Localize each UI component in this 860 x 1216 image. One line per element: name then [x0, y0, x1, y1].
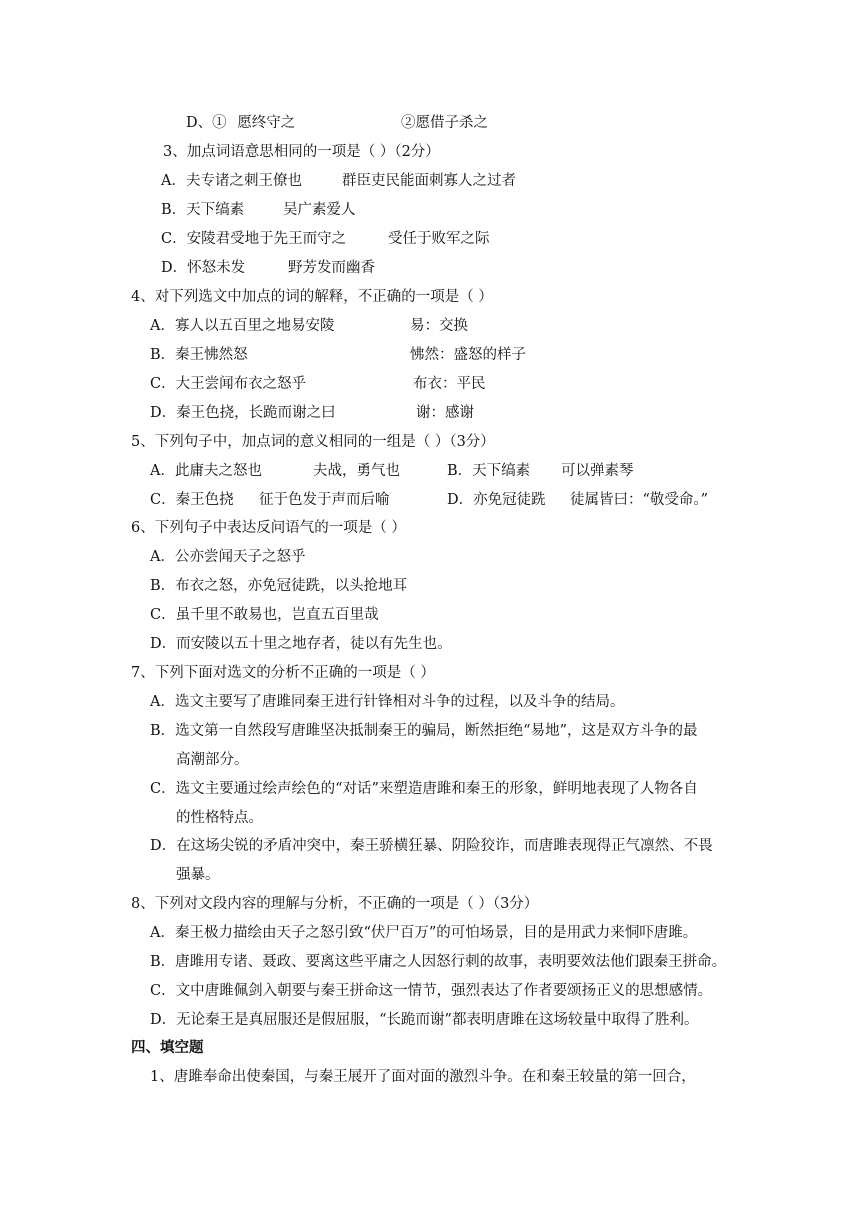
q8-option-a: A．秦王极力描绘由天子之怒引致“伏尸百万”的可怕场景，目的是用武力来恫吓唐雎。	[150, 925, 698, 941]
q4-option-b-right: 怫然：盛怒的样子	[410, 347, 526, 363]
q5-stem: 5、下列句子中，加点词的意义相同的一组是（ ）（3分）	[131, 434, 495, 450]
q5-option-a-left: A．此庸夫之怒也	[150, 463, 262, 479]
q5-option-a-right: 夫战，勇气也	[313, 463, 400, 479]
q4-option-d-right: 谢：感谢	[416, 405, 474, 421]
q3-option-d-right: 野芳发而幽香	[288, 260, 375, 276]
section-4-q1: 1、唐雎奉命出使秦国，与秦王展开了面对面的激烈斗争。在和秦王较量的第一回合，	[150, 1069, 696, 1085]
q4-option-b-left: B．秦王怫然怒	[150, 347, 248, 363]
q5-option-d-left: D．亦免冠徒跣	[447, 492, 546, 508]
q8-option-d: D．无论秦王是真屈服还是假屈服，“长跪而谢”都表明唐雎在这场较量中取得了胜利。	[150, 1012, 699, 1028]
q7-option-d-line2: 强暴。	[176, 867, 220, 883]
q4-option-c-left: C．大王尝闻布衣之怒乎	[150, 376, 307, 392]
q7-option-d-line1: D．在这场尖锐的矛盾冲突中，秦王骄横狂暴、阴险狡诈，而唐雎表现得正气凛然、不畏	[150, 838, 713, 854]
q6-stem: 6、下列句子中表达反问语气的一项是（ ）	[131, 520, 406, 536]
q2-option-d	[186, 113, 295, 133]
q3-option-b-right: 吴广素爱人	[283, 202, 356, 218]
q7-option-a: A．选文主要写了唐雎同秦王进行针锋相对斗争的过程，以及斗争的结局。	[150, 694, 625, 710]
q8-stem: 8、下列对文段内容的理解与分析，不正确的一项是（ ）（3分）	[131, 896, 539, 912]
q5-option-c-right: 征于色发于声而后喻	[259, 492, 390, 508]
q2-option-d-text-b: ②愿借子杀之	[401, 115, 488, 131]
q5-option-d-right: 徒属皆曰：“敬受命。”	[570, 492, 709, 508]
q5-option-b-left: B．天下缟素	[447, 463, 531, 479]
q4-option-c-right: 布衣：平民	[413, 376, 486, 392]
q2-option-d-text-a: 愿终守之	[237, 115, 296, 131]
q8-option-c: C．文中唐雎佩剑入朝要与秦王拼命这一情节，强烈表达了作者要颂扬正义的思想感情。	[150, 983, 713, 999]
q4-option-a-right: 易：交换	[410, 318, 468, 334]
q5-option-b-right: 可以弹素琴	[561, 463, 634, 479]
q6-option-d: D．而安陵以五十里之地存者，徒以有先生也。	[150, 636, 452, 652]
section-4-heading: 四、填空题	[131, 1040, 204, 1056]
q8-option-b: B．唐雎用专诸、聂政、要离这些平庸之人因怒行刺的故事，表明要效法他们跟秦王拼命。	[150, 954, 727, 970]
q7-option-b-line1: B．选文第一自然段写唐雎坚决抵制秦王的骗局，断然拒绝“易地”，这是双方斗争的最	[150, 723, 698, 739]
q3-stem: 3、加点词语意思相同的一项是（ ）（2分）	[163, 144, 440, 160]
q3-option-c-right: 受任于败军之际	[388, 231, 490, 247]
q5-option-c-left: C．秦王色挠	[150, 492, 234, 508]
q2-option-d-label: D、①	[186, 115, 227, 131]
q4-option-d-left: D．秦王色挠，长跪而谢之曰	[150, 405, 336, 421]
q4-option-a-left: A．寡人以五百里之地易安陵	[150, 318, 335, 334]
q7-stem: 7、下列下面对选文的分析不正确的一项是（ ）	[131, 665, 435, 681]
q7-option-c-line2: 的性格特点。	[176, 810, 263, 826]
q3-option-a-right: 群臣吏民能面刺寡人之过者	[342, 173, 516, 189]
q6-option-b: B．布衣之怒，亦免冠徒跣，以头抢地耳	[150, 578, 408, 594]
q3-option-d-left: D．怀怒未发	[161, 260, 246, 276]
q4-stem: 4、对下列选文中加点的词的解释，不正确的一项是（ ）	[131, 289, 493, 305]
q3-option-b-left: B．天下缟素	[161, 202, 245, 218]
q3-option-a-left: A．夫专诸之刺王僚也	[161, 173, 302, 189]
q6-option-c: C．虽千里不敢易也，岂直五百里哉	[150, 607, 379, 623]
q6-option-a: A．公亦尝闻天子之怒乎	[150, 549, 306, 565]
q7-option-c-line1: C．选文主要通过绘声绘色的“对话”来塑造唐雎和秦王的形象，鲜明地表现了人物各自	[150, 781, 698, 797]
q3-option-c-left: C．安陵君受地于先王而守之	[161, 231, 347, 247]
q7-option-b-line2: 高潮部分。	[176, 752, 249, 768]
